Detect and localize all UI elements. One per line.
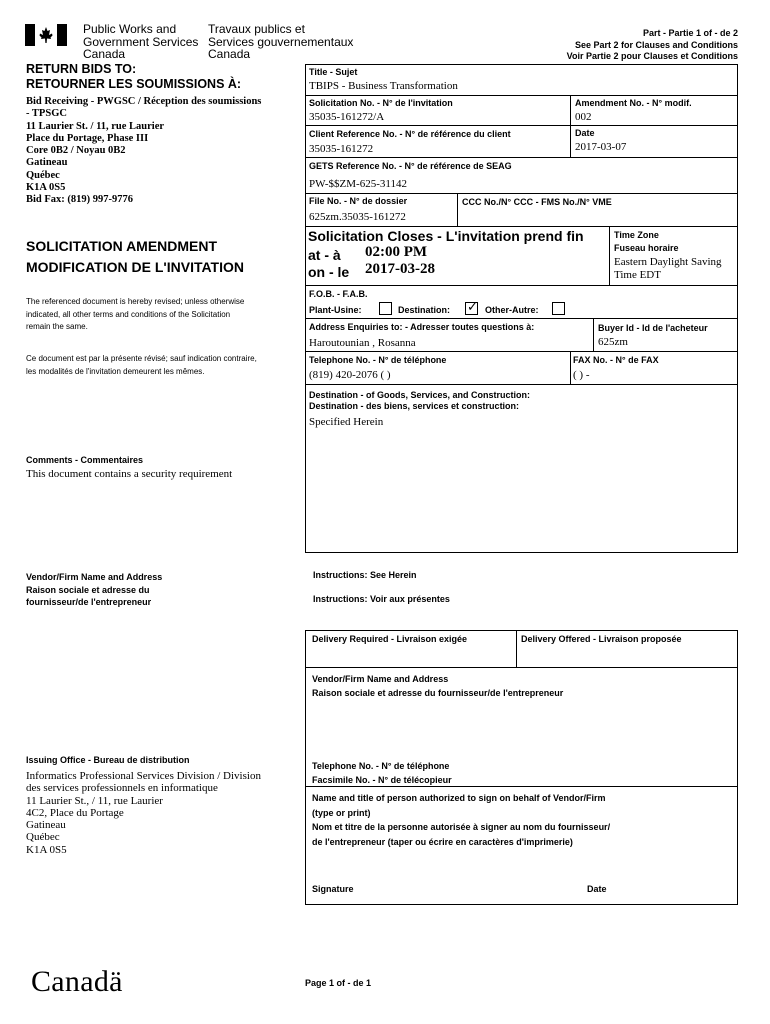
title-value: TBIPS - Business Transformation: [309, 80, 458, 92]
part-indicator: Part - Partie 1 of - de 2: [642, 28, 738, 38]
fax-label: FAX No. - N° de FAX: [573, 355, 659, 365]
file-no-label: File No. - N° de dossier: [309, 196, 408, 206]
delivery-offered-label: Delivery Offered - Livraison proposée: [521, 634, 682, 644]
amendment-no-value: 002: [575, 111, 592, 123]
gets-ref-value: PW-$$ZM-625-31142: [309, 178, 407, 190]
issuing-office-value: Informatics Professional Services Division / Division des services professionnels en informatique 11 Laurier St., / 11, rue Laurier 4C2, Place du Portage Gatineau Québec K1A 0S5: [26, 770, 261, 856]
closing-date-value: 2017-03-28: [365, 261, 435, 277]
destination-goods-label: Destination - of Goods, Services, and Construction: Destination - des biens, services et construction:: [309, 390, 531, 411]
client-ref-value: 35035-161272: [309, 143, 374, 155]
authorized-person-label: Name and title of person authorized to sign on behalf of Vendor/Firm (type or print) Nom et titre de la personne autorisée à signer au nom du fournisseur/ de l'entrepreneur (taper ou écrire en caractères d'imprimerie): [312, 793, 611, 847]
telephone-value: (819) 420-2076 ( ): [309, 369, 391, 381]
date-value: 2017-03-07: [575, 141, 627, 153]
instructions-en: Instructions: See Herein: [313, 570, 417, 580]
canada-wordmark: Canadä: [31, 965, 123, 998]
client-ref-label: Client Reference No. - N° de référence du client: [309, 129, 511, 139]
canada-flag-icon: [25, 24, 67, 46]
instructions-fr: Instructions: Voir aux présentes: [313, 594, 450, 604]
destination-checkbox[interactable]: [465, 299, 478, 315]
buyer-id-value: 625zm: [598, 336, 628, 348]
return-bids-title: RETURN BIDS TO: RETOURNER LES SOUMISSIONS À:: [26, 62, 242, 91]
page-number: Page 1 of - de 1: [305, 978, 372, 988]
gets-ref-label: GETS Reference No. - N° de référence de SEAG: [309, 161, 512, 171]
buyer-id-label: Buyer Id - Id de l'acheteur: [598, 323, 708, 333]
plant-usine-label: Plant-Usine:: [309, 305, 362, 315]
issuing-office-label: Issuing Office - Bureau de distribution: [26, 755, 190, 765]
other-autre-label: Other-Autre:: [485, 305, 539, 315]
ccc-no-label: CCC No./N° CCC - FMS No./N° VME: [462, 197, 612, 207]
plant-usine-checkbox[interactable]: [379, 302, 392, 315]
telephone-fax-label: Telephone No. - N° de téléphone Facsimile No. - N° de télécopieur: [312, 761, 452, 785]
title-label: Title - Sujet: [309, 67, 358, 77]
part-voir-clauses: Voir Partie 2 pour Clauses et Conditions: [566, 51, 738, 61]
comments-value: This document contains a security requirement: [26, 468, 233, 480]
checkmark-icon: ✓: [467, 299, 478, 314]
delivery-required-label: Delivery Required - Livraison exigée: [312, 634, 468, 644]
telephone-label: Telephone No. - N° de téléphone: [309, 355, 447, 365]
fax-value: ( ) -: [573, 369, 590, 381]
solicitation-closes-title: Solicitation Closes - L'invitation prend fin: [308, 228, 584, 244]
revision-note-fr: Ce document est par la présente révisé; sauf indication contraire, les modalités de l'invitation demeurent les mêmes.: [26, 354, 257, 376]
address-enquiries-label: Address Enquiries to: - Adresser toutes questions à:: [309, 322, 535, 332]
date-label: Date: [575, 128, 595, 138]
signature-date-label: Date: [587, 884, 607, 894]
amendment-no-label: Amendment No. - N° modif.: [575, 98, 692, 108]
fob-label: F.O.B. - F.A.B.: [309, 289, 368, 299]
comments-label: Comments - Commentaires: [26, 455, 144, 465]
return-bids-address: Bid Receiving - PWGSC / Réception des soumissions - TPSGC 11 Laurier St. / 11, rue Laurier Place du Portage, Phase III Core 0B2 / Noyau 0B2 Gatineau Québec K1A 0S5 Bid Fax: (819) 997-9776: [26, 96, 262, 206]
solicitation-no-value: 35035-161272/A: [309, 111, 385, 123]
closing-at-label: at - à: [308, 247, 341, 263]
destination-label: Destination:: [398, 305, 451, 315]
other-autre-checkbox[interactable]: [552, 302, 565, 315]
file-no-value: 625zm.35035-161272: [309, 211, 406, 223]
vendor-firm-label: Vendor/Firm Name and Address Raison sociale et adresse du fournisseur/de l'entrepreneur: [312, 674, 564, 698]
address-enquiries-value: Haroutounian , Rosanna: [309, 337, 416, 349]
time-zone-value: Eastern Daylight Saving Time EDT: [614, 256, 722, 281]
destination-goods-value: Specified Herein: [309, 416, 384, 428]
dept-name-en: Public Works and Government Services Canada: [83, 22, 199, 61]
solicitation-no-label: Solicitation No. - N° de l'invitation: [309, 98, 453, 108]
revision-note-en: The referenced document is hereby revised; unless otherwise indicated, all other terms and conditions of the Solicitation remain the same.: [26, 297, 245, 331]
signature-label: Signature: [312, 884, 354, 894]
dept-name-fr: Travaux publics et Services gouvernementaux Canada: [208, 22, 354, 61]
part-see-clauses: See Part 2 for Clauses and Conditions: [574, 40, 738, 50]
vendor-label-left: Vendor/Firm Name and Address Raison sociale et adresse du fournisseur/de l'entrepreneur: [26, 572, 163, 607]
time-zone-label: Time Zone Fuseau horaire: [614, 230, 679, 253]
closing-time-value: 02:00 PM: [365, 244, 428, 260]
amendment-title: SOLICITATION AMENDMENT MODIFICATION DE L'INVITATION: [26, 238, 244, 275]
closing-on-label: on - le: [308, 264, 350, 280]
